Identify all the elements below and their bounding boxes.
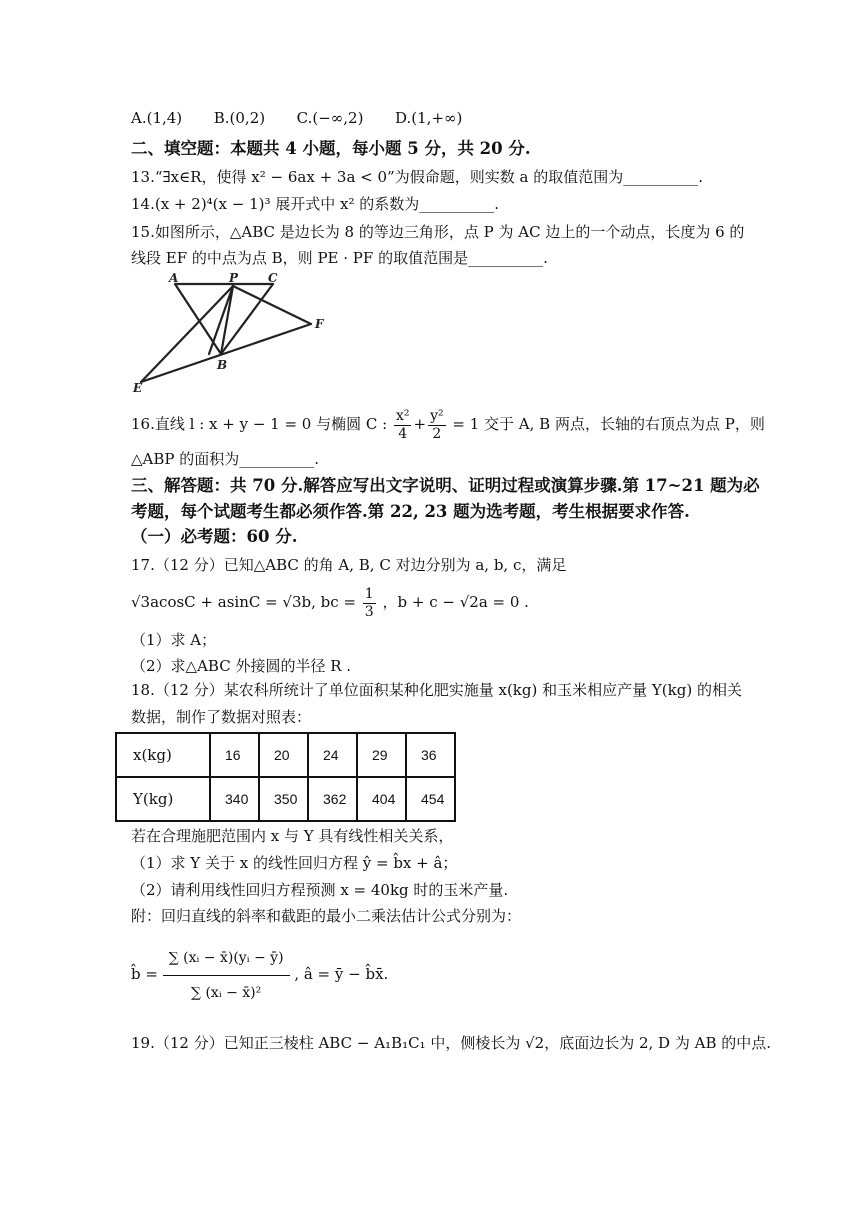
q18-line2: 数据，制作了数据对照表：: [131, 708, 312, 726]
q16-line2: [131, 449, 319, 469]
label-A: A: [169, 271, 179, 285]
table-header-x: x(kg): [116, 733, 210, 777]
section3-line2: 考题，每个试题考生都必须作答.第 22, 23 题为选考题，考生根据要求作答.: [131, 502, 690, 521]
q18-line1: 18.（12 分）某农科所统计了单位面积某种化肥实施量 x(kg) 和玉米相应产量 Y(kg) 的相关: [131, 681, 742, 699]
q17-equation: [131, 584, 529, 621]
table-cell: 36: [406, 733, 455, 777]
q16-frac-y: $\frac{\text{y²}}{2}$: [430, 407, 444, 442]
q17-part2: （2）求△ABC 外接圆的半径 R .: [131, 657, 352, 675]
q16-post: = 1 交于 A, B 两点，长轴的右顶点为点 P，则: [452, 415, 765, 433]
q17-frac: $\frac{1}{3}$: [364, 585, 374, 620]
option-b: B.(0,2): [213, 109, 266, 127]
label-B: B: [217, 358, 228, 372]
q18-part2: （2）请利用线性回归方程预测 x = 40kg 时的玉米产量.: [131, 881, 509, 899]
q17-line1: 17.（12 分）已知△ABC 的角 A, B, C 对边分别为 a, b, c，满足: [131, 556, 567, 574]
option-a: A.(1,4): [131, 109, 183, 127]
formula-fraction: [163, 941, 290, 1010]
table-cell: 350: [259, 777, 308, 821]
q18-part1: （1）求 Y 关于 x 的线性回归方程 ŷ = b̂x + â；: [131, 854, 458, 872]
q16-frac-x: $\frac{\text{x²}}{4}$: [395, 407, 410, 442]
regression-formula: [131, 934, 388, 1014]
label-C: C: [268, 271, 278, 285]
q15-line2-text: 线段 EF 的中点为点 B，则 PE · PF 的取值范围是: [131, 249, 469, 267]
q18-after: 若在合理施肥范围内 x 与 Y 具有线性相关关系，: [131, 827, 454, 845]
q17-eq-pre: √3acosC + asinC = √3b, bc =: [131, 593, 357, 611]
label-E: E: [133, 381, 143, 395]
q16-line2-text: △ABP 的面积为: [131, 450, 240, 468]
q19: 19.（12 分）已知正三棱柱 ABC − A₁B₁C₁ 中，侧棱长为 √2，底面边长为 2, D 为 AB 的中点.: [131, 1034, 772, 1052]
q17-part1: （1）求 A；: [131, 631, 217, 649]
table-cell: 24: [308, 733, 357, 777]
table-cell: 362: [308, 777, 357, 821]
q15-line2: [131, 248, 548, 268]
option-c: C.(−∞,2): [296, 109, 364, 127]
triangle-figure: [131, 270, 343, 396]
data-table: [115, 732, 456, 822]
formula-numerator: ∑ (xᵢ − x̄)(yᵢ − ȳ): [163, 941, 290, 976]
section3-sub: （一）必考题：60 分.: [131, 527, 298, 546]
table-row: [116, 733, 455, 777]
q17-eq-post: ，b + c − √2a = 0 .: [382, 593, 529, 611]
q16-line1: 16.直线 l : x + y − 1 = 0 与椭圆 C : $\frac{\text{x²}}{4}$ + $\frac{\text{y²}}{2}$ = 1 交于 A, B 两点，长轴的右顶点为点 P，则: [131, 407, 765, 442]
formula-post: , â = ȳ − b̂x̄.: [294, 965, 389, 983]
table-cell: 454: [406, 777, 455, 821]
label-F: F: [315, 317, 324, 331]
q12-options: [131, 108, 462, 128]
q13-text: 13.“∃x∈R，使得 x² − 6ax + 3a < 0”为假命题，则实数 a 的取值范围为: [131, 168, 624, 186]
table-cell: 16: [210, 733, 259, 777]
table-cell: 29: [357, 733, 406, 777]
q14: [131, 194, 499, 214]
q14-blank: __________.: [419, 195, 500, 213]
option-d: D.(1,+∞): [395, 109, 463, 127]
q15-line1: 15.如图所示，△ABC 是边长为 8 的等边三角形，点 P 为 AC 边上的一个动点，长度为 6 的: [131, 223, 745, 241]
q13-blank: __________.: [623, 168, 703, 186]
q16-blank: __________.: [239, 450, 320, 468]
table-cell: 404: [357, 777, 406, 821]
q14-text: 14.(x + 2)⁴(x − 1)³ 展开式中 x² 的系数为: [131, 195, 420, 213]
formula-denominator: ∑ (xᵢ − x̄)²: [191, 984, 262, 1001]
q18-note: 附：回归直线的斜率和截距的最小二乘法估计公式分别为：: [131, 907, 522, 925]
table-cell: 20: [259, 733, 308, 777]
formula-lhs: b̂ =: [131, 965, 158, 983]
q16-pre: 16.直线 l : x + y − 1 = 0 与椭圆 C :: [131, 415, 388, 433]
section3-line1: 三、解答题：共 70 分.解答应写出文字说明、证明过程或演算步骤.第 17~21 题为必: [131, 476, 760, 495]
q15-blank: __________.: [468, 249, 548, 267]
table-header-y: Y(kg): [116, 777, 210, 821]
table-cell: 340: [210, 777, 259, 821]
table-row: [116, 777, 455, 821]
q13: [131, 167, 703, 187]
section2-heading: 二、填空题：本题共 4 小题，每小题 5 分，共 20 分.: [131, 139, 531, 158]
label-P: P: [229, 271, 239, 285]
